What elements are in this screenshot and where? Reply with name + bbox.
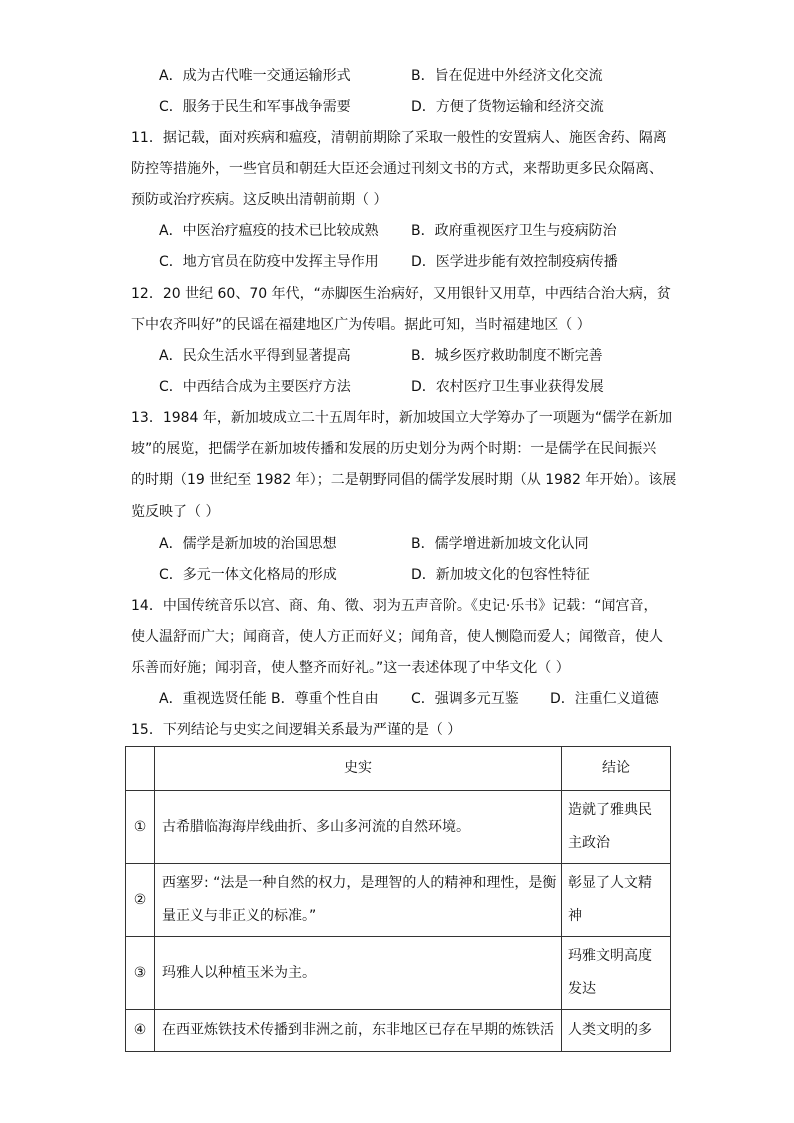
fact-line: 玛雅人以种植玉米为主。 xyxy=(162,964,316,981)
conclusion-line: 造就了雅典民 xyxy=(568,802,652,818)
q15-table xyxy=(125,746,671,1052)
q11-line-3: 预防或治疗疾病。这反映出清朝前期（ ） xyxy=(131,192,388,208)
q13-line-1: 13．1984 年，新加坡成立二十五周年时，新加坡国立大学筹办了一项题为“儒学在新加 xyxy=(131,410,673,426)
table-row xyxy=(126,937,671,1010)
row-number: ③ xyxy=(126,937,155,1010)
q12-line-1: 12．20 世纪 60、70 年代，“赤脚医生治病好，又用银针又用草，中西结合治大病，贫 xyxy=(131,286,671,302)
q14-line-1: 14．中国传统音乐以宫、商、角、徵、羽为五声音阶。《史记·乐书》记载：“闻宫音， xyxy=(131,598,658,614)
q12-option-d: D．农村医疗卫生事业获得发展 xyxy=(411,379,604,395)
table-row xyxy=(126,1010,671,1052)
q11-line-2: 防控等措施外，一些官员和朝廷大臣还会通过刊刻文书的方式，来帮助更多民众隔离、 xyxy=(131,161,663,177)
q13-option-b: B．儒学增进新加坡文化认同 xyxy=(411,536,589,552)
q13-line-4: 览反映了（ ） xyxy=(131,504,220,520)
q13-line-2: 坡”的展览，把儒学在新加坡传播和发展的历史划分为两个时期：一是儒学在民间振兴 xyxy=(131,441,657,457)
fact-cell xyxy=(155,1010,562,1052)
q12-option-a: A．民众生活水平得到显著提高 xyxy=(159,348,351,364)
header-fact: 史实 xyxy=(155,747,562,791)
q11-line-1: 11．据记载，面对疾病和瘟疫，清朝前期除了采取一般性的安置病人、施医舍药、隔离 xyxy=(131,130,667,146)
q10-option-d: D．方便了货物运输和经济交流 xyxy=(411,99,604,115)
q13-option-c: C．多元一体文化格局的形成 xyxy=(159,567,337,583)
conclusion-cell xyxy=(562,864,671,937)
q12-line-2: 下中农齐叫好”的民谣在福建地区广为传唱。据此可知，当时福建地区（ ） xyxy=(131,317,591,333)
q10-option-c: C．服务于民生和军事战争需要 xyxy=(159,99,351,115)
conclusion-line: 主政治 xyxy=(568,835,610,851)
table-row xyxy=(126,791,671,864)
q11-option-a: A．中医治疗瘟疫的技术已比较成熟 xyxy=(159,223,379,239)
row-number: ② xyxy=(126,864,155,937)
q14-line-2: 使人温舒而广大；闻商音，使人方正而好义；闻角音，使人恻隐而爱人；闻徵音，使人 xyxy=(131,629,663,645)
q10-option-a: A．成为古代唯一交通运输形式 xyxy=(159,68,351,84)
header-number-cell xyxy=(126,747,155,791)
header-conclusion: 结论 xyxy=(562,747,671,791)
conclusion-line: 发达 xyxy=(568,981,596,997)
q14-option-a-b: A．重视选贤任能 B．尊重个性自由 xyxy=(159,691,379,707)
q11-option-c: C．地方官员在防疫中发挥主导作用 xyxy=(159,254,379,270)
q12-option-b: B．城乡医疗救助制度不断完善 xyxy=(411,348,603,364)
fact-line: 西塞罗: “法是一种自然的权力，是理智的人的精神和理性，是衡 xyxy=(162,875,557,891)
q13-option-d: D．新加坡文化的包容性特征 xyxy=(411,567,590,583)
fact-line: 古希腊临海海岸线曲折、多山多河流的自然环境。 xyxy=(162,818,470,835)
q14-option-c: C．强调多元互鉴 xyxy=(411,691,519,707)
conclusion-cell xyxy=(562,791,671,864)
fact-cell xyxy=(155,791,562,864)
conclusion-line: 玛雅文明高度 xyxy=(568,948,652,964)
row-number: ④ xyxy=(126,1010,155,1052)
conclusion-cell xyxy=(562,937,671,1010)
q14-option-d: D．注重仁义道德 xyxy=(550,691,659,707)
q13-option-a: A．儒学是新加坡的治国思想 xyxy=(159,536,337,552)
fact-line: 量正义与非正义的标准。” xyxy=(162,908,317,924)
conclusion-line: 彰显了人文精 xyxy=(568,875,652,891)
fact-line: 在西亚炼铁技术传播到非洲之前，东非地区已存在早期的炼铁活 xyxy=(162,1022,554,1038)
q10-option-b: B．旨在促进中外经济文化交流 xyxy=(411,68,603,84)
conclusion-cell xyxy=(562,1010,671,1052)
q15-table-header-row xyxy=(126,747,671,791)
q13-line-3: 的时期（19 世纪至 1982 年）；二是朝野同倡的儒学发展时期（从 1982 年开始）。该展 xyxy=(131,472,677,488)
q11-option-b: B．政府重视医疗卫生与疫病防治 xyxy=(411,223,617,239)
q15-stem: 15．下列结论与史实之间逻辑关系最为严谨的是（ ） xyxy=(131,722,462,738)
conclusion-line: 人类文明的多 xyxy=(568,1022,652,1038)
fact-cell xyxy=(155,937,562,1010)
fact-cell xyxy=(155,864,562,937)
table-row xyxy=(126,864,671,937)
q14-line-3: 乐善而好施；闻羽音，使人整齐而好礼。”这一表述体现了中华文化（ ） xyxy=(131,660,570,676)
q11-option-d: D．医学进步能有效控制疫病传播 xyxy=(411,254,618,270)
row-number: ① xyxy=(126,791,155,864)
q12-option-c: C．中西结合成为主要医疗方法 xyxy=(159,379,351,395)
conclusion-line: 神 xyxy=(568,908,582,924)
